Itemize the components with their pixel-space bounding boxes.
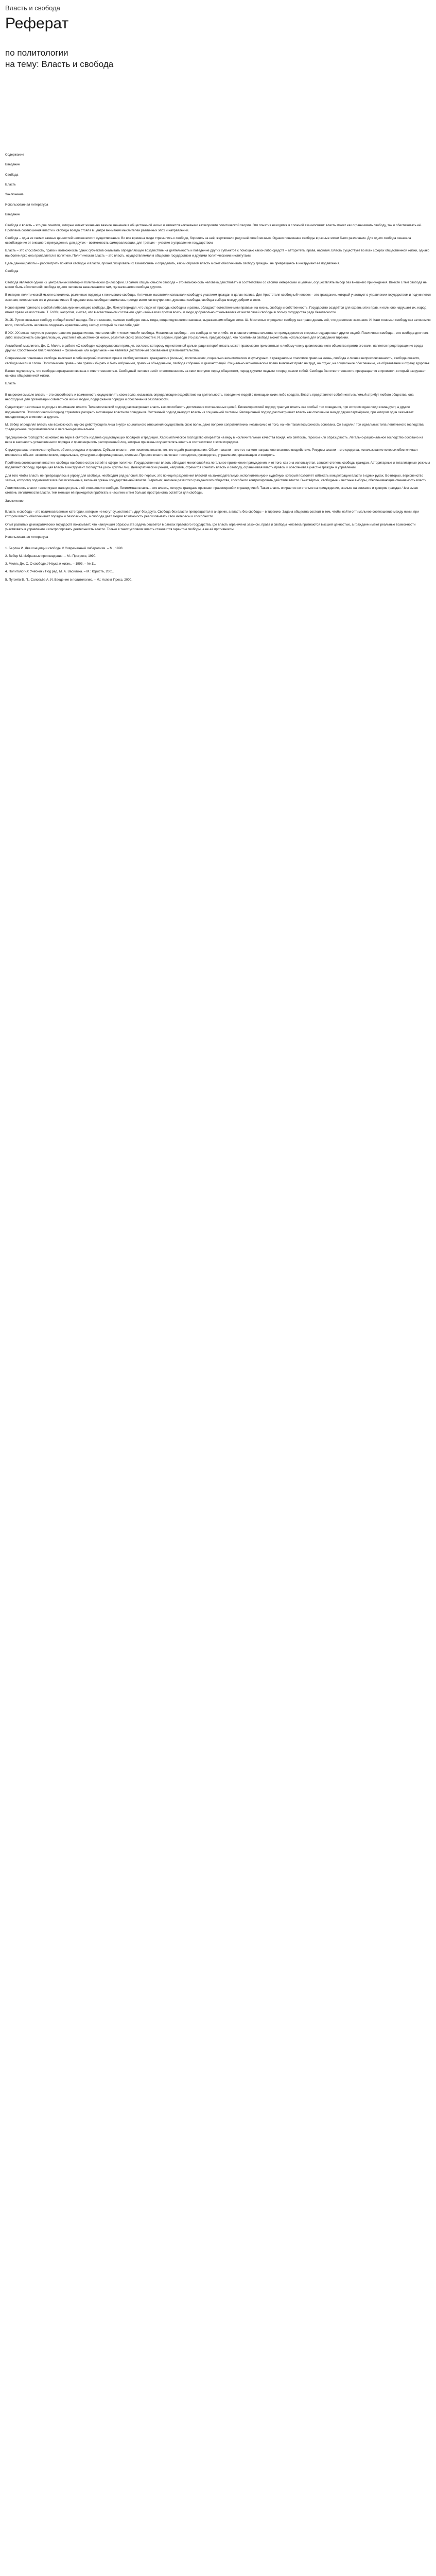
body-paragraph: Свобода является одной из центральных категорий политической философии. В самом общем смысле свобода – это возможность человека действовать в соответствии со своими интересами и целями, осуществлять выбор без внешнего принуждения. Вместе с тем свобода не может быть абсолютной: свобода одного человека заканчивается там, где начинается свобода другого. (5, 280, 428, 289)
body-paragraph: Проблема соотношения власти и свободы наиболее остро встаёт в сфере политики. Государственная власть обладает монополией на легальное применение принуждения, и от того, как она используется, зависит степень свободы граждан. Авторитарные и тоталитарные режимы подавляют свободу, превращая власть в инструмент господства узкой группы лиц. Демократический режим, напротив, стремится сочетать власть и свободу, ограничивая власть правом и обеспечивая участие граждан в управлении. (5, 461, 431, 470)
page-title: Власть и свобода (5, 4, 60, 12)
body-paragraph: Ж.-Ж. Руссо связывал свободу с общей волей народа. По его мнению, человек свободен лишь тогда, когда подчиняется законам, выражающим общую волю. Ш. Монтескье определял свободу как право делать всё, что дозволено законами. И. Кант понимал свободу как автономию воли, способность человека следовать нравственному закону, который он сам себе даёт. (5, 318, 432, 327)
toc-item: Использованная литература (5, 202, 48, 207)
table-of-contents (5, 152, 431, 207)
body-paragraph: Свобода и власть – это две понятия, которые имеют жизненно важное значение в общественной жизни и являются ключевыми категориями политической теории. Эти понятия находятся в сложной взаимосвязи: власть может как ограничивать свободу, так и обеспечивать её. Проблема соотношения власти и свободы всегда стояла в центре внимания мыслителей различных эпох и направлений. (5, 224, 423, 232)
section-heading: Власть (5, 382, 16, 386)
body-paragraph: Английский мыслитель Дж. С. Милль в работе «О свободе» сформулировал принцип, согласно которому единственной целью, ради которой власть может правомерно применяться к любому члену цивилизованного общества против его воли, является предотвращение вреда другим. Собственное благо человека – физическое или моральное – не является достаточным основанием для вмешательства. (5, 344, 424, 352)
body-paragraph: М. Вебер определял власть как возможность одного действующего лица внутри социального отношения осуществить свою волю, даже вопреки сопротивлению, независимо от того, на чём такая возможность основана. Он выделил три идеальных типа легитимного господства: традиционное, харизматическое и легально-рациональное. (5, 423, 426, 432)
body-paragraph: Свобода – одна из самых важных ценностей человеческого существования. Во все времена люди стремились к свободе, боролись за неё, жертвовали ради неё своей жизнью. Однако понимание свободы в разные эпохи было различным. Для одних свобода означала освобождение от внешнего принуждения, для других – возможность самореализации, для третьих – участие в управлении государством. (5, 236, 412, 245)
body-paragraph: 1. Берлин И. Две концепции свободы // Современный либерализм. – М., 1998. (5, 546, 124, 550)
body-paragraph: Важно подчеркнуть, что свобода неразрывно связана с ответственностью. Свободный человек несёт ответственность за свои поступки перед обществом, перед другими людьми и перед самим собой. Свобода без ответственности превращается в произвол, который разрушает основы общественной жизни. (5, 369, 427, 378)
body-paragraph: Легитимность власти также играет важную роль в её отношении к свободе. Легитимная власть – это власть, которую граждане признают правомерной и справедливой. Такая власть опирается не столько на принуждение, сколько на согласие и доверие граждан. Чем выше степень легитимности власти, тем меньше ей приходится прибегать к насилию и тем больше пространства остаётся для свободы. (5, 486, 419, 495)
body-paragraph: Опыт развитых демократических государств показывает, что наилучшим образом эта задача решается в рамках правового государства, где власть ограничена законом, права и свободы человека признаются высшей ценностью, а граждане имеют реальные возможности участвовать в управлении и контролировать деятельность власти. Только в таких условиях власть становится гарантом свободы, а не её противником. (5, 522, 417, 531)
section-heading: Введение (5, 212, 20, 216)
body-paragraph: Новое время принесло с собой либеральную концепцию свободы. Дж. Локк утверждал, что люди от природы свободны и равны, обладают естественными правами на жизнь, свободу и собственность. Государство создаётся для охраны этих прав, и если оно нарушает их, народ имеет право на восстание. Т. Гоббс, напротив, считал, что в естественном состоянии идёт «война всех против всех», и люди добровольно отказываются от части своей свободы в пользу государства ради безопасности. (5, 306, 427, 315)
body-paragraph: 4. Политология: Учебник / Под ред. М. А. Василика. – М.: Юристъ, 2001. (5, 570, 114, 574)
toc-item: Заключение (5, 193, 24, 197)
toc-item: Власть (5, 183, 16, 187)
toc-item: Свобода (5, 173, 19, 177)
document-body (5, 212, 431, 582)
section-heading: Использованная литература (5, 535, 48, 539)
body-paragraph: Современное понимание свободы включает в себя широкий комплекс прав и свобод человека: гражданских (личных), политических, социально-экономических и культурных. К гражданским относятся право на жизнь, свобода и личная неприкосновенность, свобода совести, свобода мысли и слова. Политические права – это право избирать и быть избранным, право на объединение, свобода собраний и демонстраций. Социально-экономические права включают право на труд, на отдых, на социальное обеспечение, на образование и охрану здоровья. (5, 357, 431, 365)
document-subtitle-topic: на тему: Власть и свобода (5, 59, 114, 70)
body-paragraph: Цель данной работы – рассмотреть понятия свободы и власти, проанализировать их взаимосвязь и определить, каким образом власть может обеспечивать свободу граждан, не превращаясь в инструмент её подавления. (5, 262, 340, 266)
document-page (0, 4, 436, 582)
body-paragraph: Существуют различные подходы к пониманию власти. Телеологический подход рассматривает власть как способность достижения поставленных целей. Бихевиористский подход трактует власть как особый тип поведения, при котором одни люди командуют, а другие подчиняются. Психологический подход стремится раскрыть мотивацию властного поведения. Системный подход выводит власть из социальной системы. Реляционный подход рассматривает власть как отношение между двумя партнёрами, при котором один оказывает определяющее влияние на другого. (5, 405, 415, 419)
section-heading: Заключение (5, 499, 24, 503)
body-paragraph: В XIX–XX веках получило распространение разграничение «негативной» и «позитивной» свободы. Негативная свобода – это свобода от чего-либо: от внешнего вмешательства, от принуждения со стороны государства и других людей. Позитивная свобода – это свобода для чего-либо: возможность самореализации, участия в общественной жизни, развития своих способностей. И. Берлин, проводя это различие, предупреждал, что позитивная свобода может быть использована для оправдания тирании. (5, 331, 429, 340)
body-paragraph: Традиционное господство основано на вере в святость издавна существующих порядков и традиций. Харизматическое господство опирается на веру в исключительные качества вождя, его святость, героизм или образцовость. Легально-рациональное господство основано на вере в законность установленного порядка и правомерность распоряжений лиц, которые призваны осуществлять власть в соответствии с этим порядком. (5, 435, 424, 445)
body-paragraph: Власть и свобода – это взаимосвязанные категории, которые не могут существовать друг без друга. Свобода без власти превращается в анархию, а власть без свободы – в тиранию. Задача общества состоит в том, чтобы найти оптимальное соотношение между ними, при котором власть обеспечивает порядок и безопасность, а свобода даёт людям возможность реализовывать свои интересы и способности. (5, 510, 420, 519)
body-paragraph: Для того чтобы власть не превращалась в угрозу для свободы, необходим ряд условий. Во-первых, это принцип разделения властей на законодательную, исполнительную и судебную, который позволяет избежать концентрации власти в одних руках. Во-вторых, верховенство закона, которому подчиняются все без исключения, включая органы государственной власти. В-третьих, наличие развитого гражданского общества, способного контролировать действия власти. В-четвёртых, свободные и честные выборы, обеспечивающие сменяемость власти. (5, 473, 428, 482)
toc-item: Введение (5, 163, 20, 167)
document-subtitle-subject: по политологии (5, 48, 68, 58)
body-paragraph: 5. Пугачёв В. П., Соловьёв А. И. Введение в политологию. – М.: Аспект Пресс, 2000. (5, 578, 132, 582)
body-paragraph: Структура власти включает субъект, объект, ресурсы и процесс. Субъект власти – это носитель власти, тот, кто отдаёт распоряжения. Объект власти – это тот, на кого направлено властное воздействие. Ресурсы власти – это средства, использование которых обеспечивает влияние на объект: экономические, социальные, культурно-информационные, силовые. Процесс власти включает господство, руководство, управление, организацию и контроль. (5, 448, 419, 457)
body-paragraph: В истории политической мысли сложились различные подходы к пониманию свободы. Античные мыслители связывали свободу с участием граждан в делах полиса. Для Аристотеля свободный человек – это гражданин, который участвует в управлении государством и подчиняется законам, которые сам же и устанавливает. В средние века свобода понималась прежде всего как внутренняя, духовная свобода, свобода выбора между добром и злом. (5, 293, 432, 302)
section-heading: Свобода (5, 269, 19, 274)
document-title: Реферат (5, 15, 69, 32)
body-paragraph: Власть – это способность, право и возможность одних субъектов оказывать определяющее воздействие на деятельность и поведение других субъектов с помощью каких-либо средств – авторитета, права, насилия. Власть существует во всех сферах общественной жизни, однако наиболее ярко она проявляется в политике. Политическая власть – это власть, осуществляемая в обществе государством и другими политическими институтами. (5, 249, 430, 258)
body-paragraph: 3. Милль Дж. С. О свободе // Наука и жизнь. – 1993. – № 11. (5, 562, 96, 566)
body-paragraph: В широком смысле власть – это способность и возможность осуществлять свою волю, оказывать определяющее воздействие на деятельность, поведение людей с помощью каких-либо средств. Власть представляет собой неотъемлемый атрибут любого общества, она необходима для организации совместной жизни людей, поддержания порядка и обеспечения безопасности. (5, 393, 415, 401)
body-paragraph: 2. Вебер М. Избранные произведения. – М.: Прогресс, 1990. (5, 554, 97, 558)
toc-item: Содержание (5, 153, 24, 157)
